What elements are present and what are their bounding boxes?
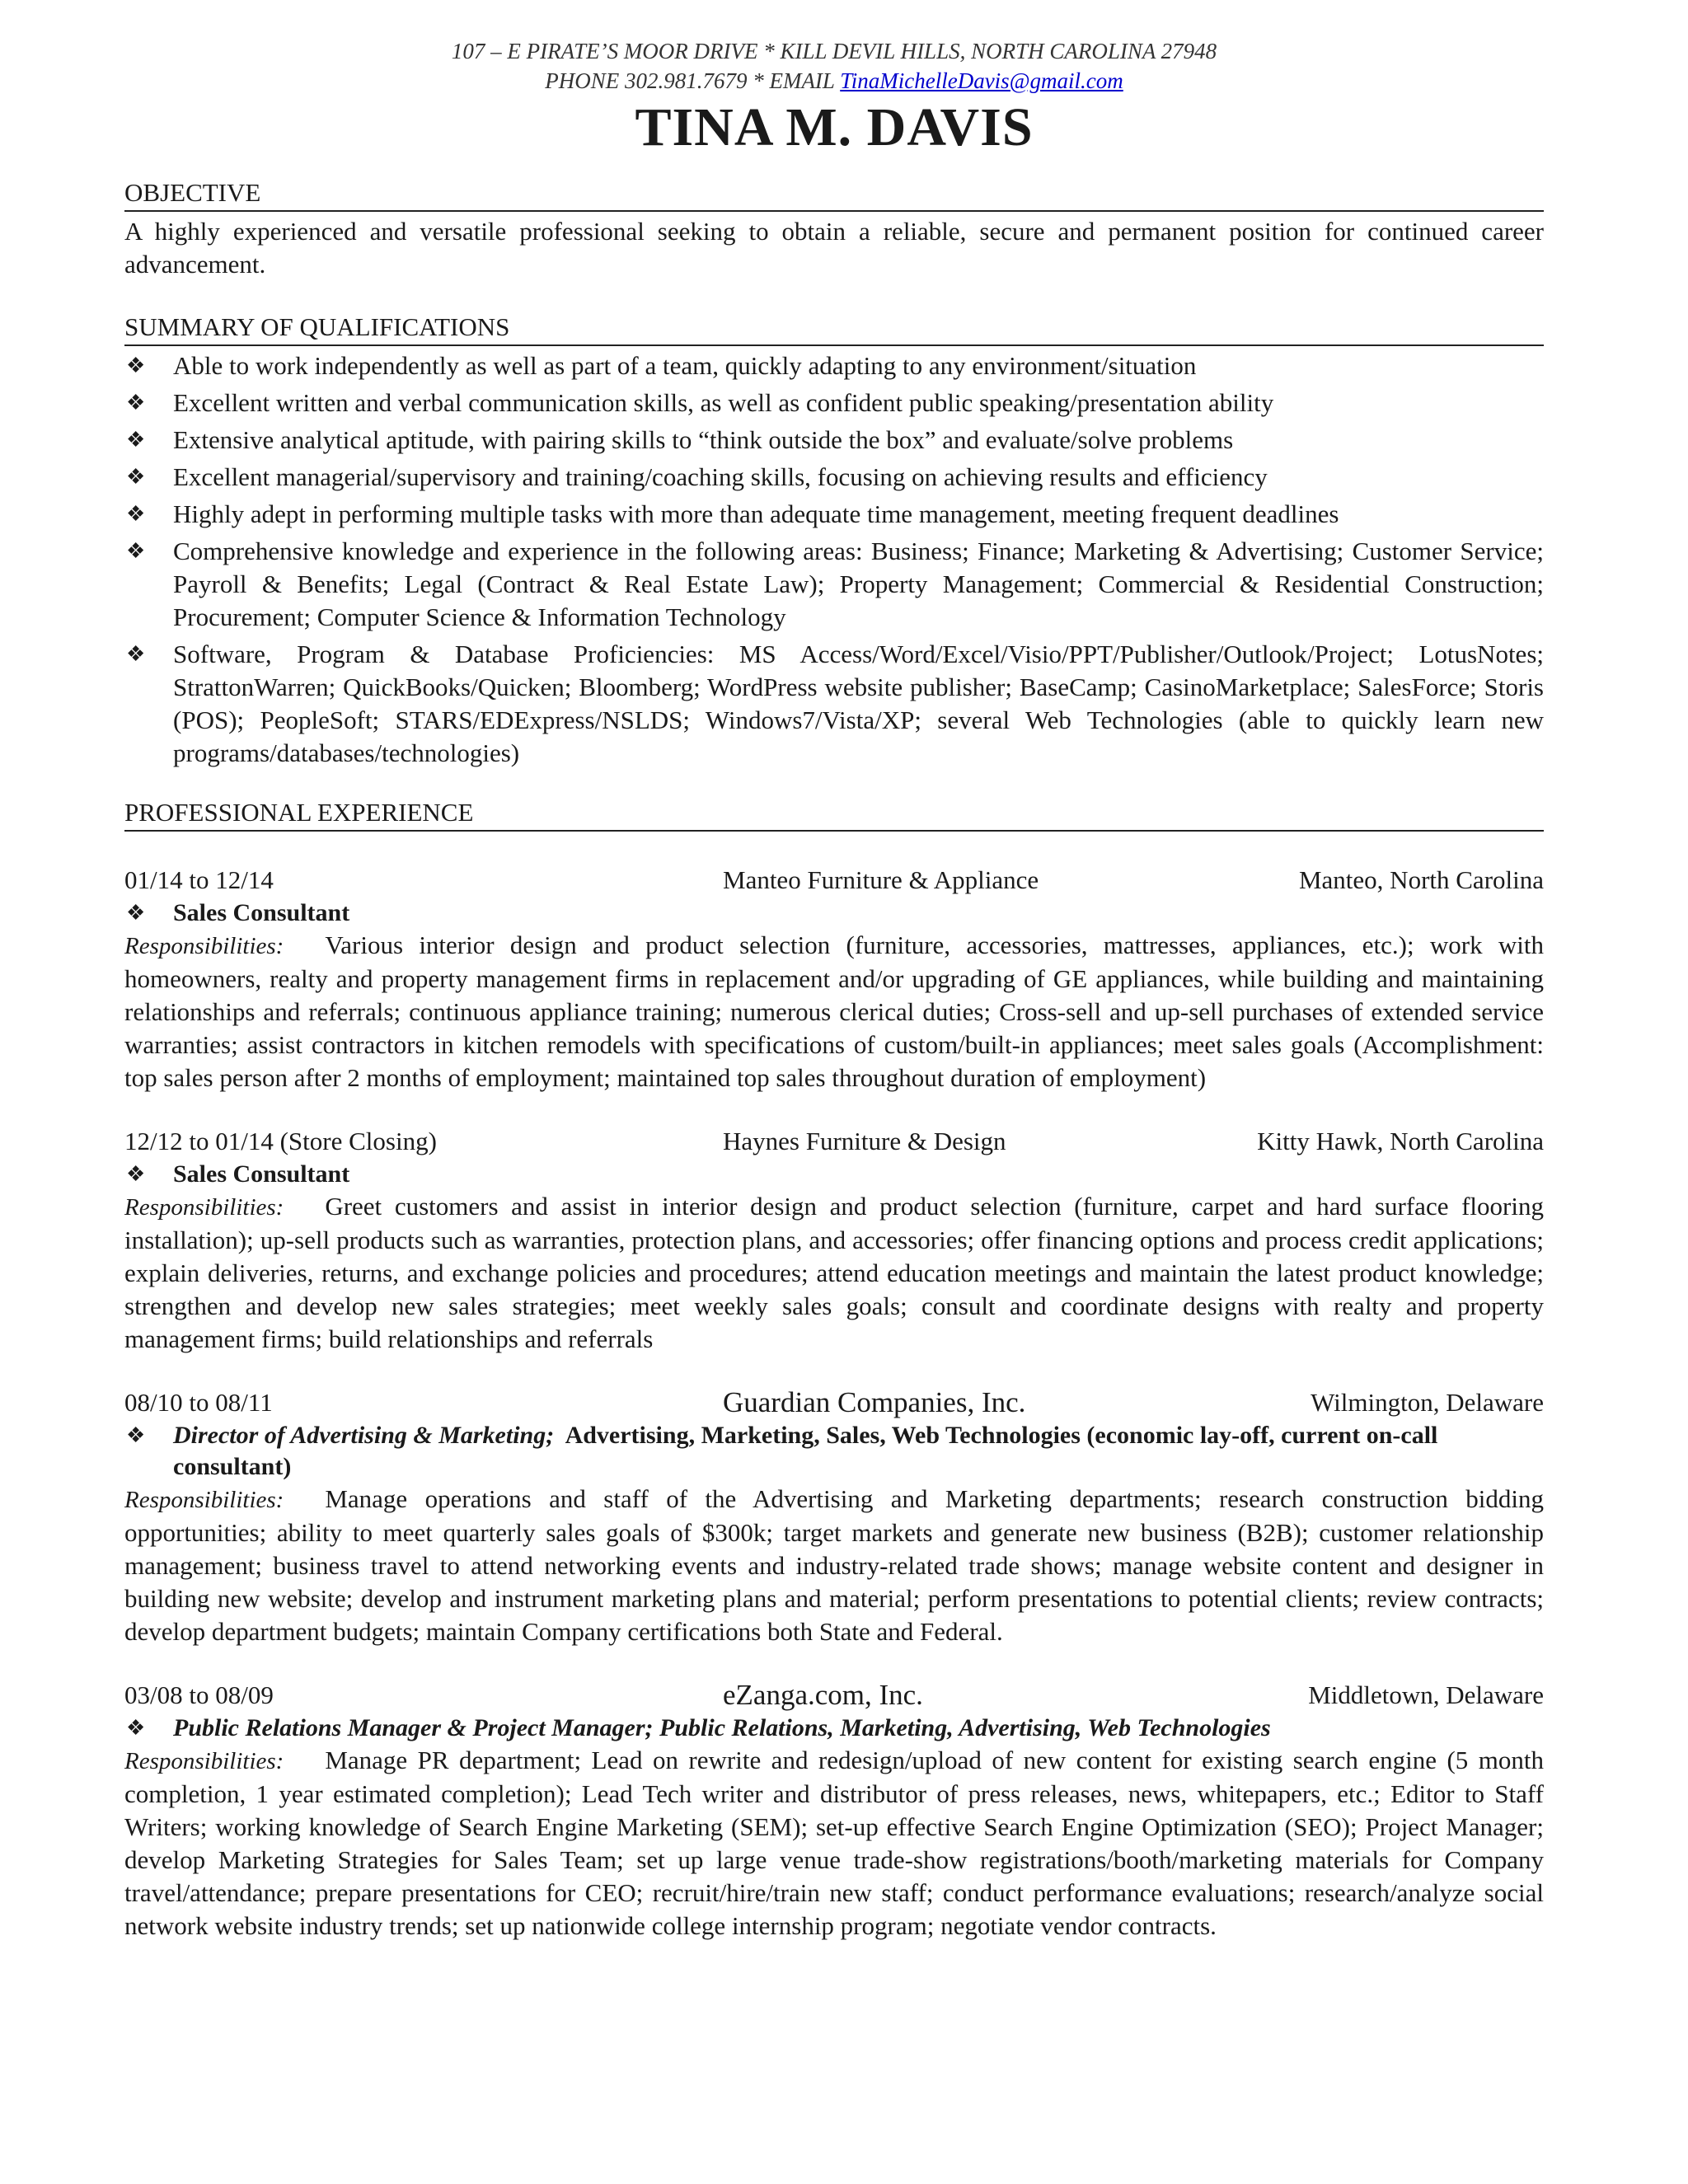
list-item: ❖ Highly adept in performing multiple tasks with more than adequate time management, meeting frequent deadlines	[124, 498, 1544, 531]
bullet-icon: ❖	[126, 354, 146, 377]
job-dates: 08/10 to 08/11	[124, 1388, 273, 1417]
job-role-title: Director of Advertising & Marketing;	[173, 1422, 555, 1449]
job-location: Wilmington, Delaware	[1311, 1388, 1544, 1417]
summary-title: SUMMARY OF QUALIFICATIONS	[124, 311, 1544, 346]
bullet-icon: ❖	[126, 642, 146, 666]
summary-section	[124, 311, 1544, 770]
job-responsibilities: Responsibilities: Greet customers and assist in interior design and product selection (furniture, carpet and hard surface flooring installation); up-sell products such as warranties, protection plans, and accessories; offer financing options and process credit applications; explain deliveries, returns, and exchange policies and procedures; attend education meetings and maintain the latest product knowledge; strengthen and develop new sales strategies; meet weekly sales goals; consult and coordinate designs with realty and property management firms; build relationships and referrals	[124, 1192, 1544, 1353]
bullet-icon: ❖	[126, 1162, 146, 1186]
bullet-icon: ❖	[126, 502, 146, 526]
experience-title: PROFESSIONAL EXPERIENCE	[124, 796, 1544, 832]
job-role-title: Public Relations Manager & Project Manager; Public Relations, Marketing, Advertising, Web Technologies	[173, 1714, 1271, 1741]
objective-title: OBJECTIVE	[124, 176, 1544, 212]
contact-phone: PHONE 302.981.7679 * EMAIL	[545, 68, 841, 93]
job-role: ❖ Sales Consultant	[124, 1159, 1544, 1190]
objective-text: A highly experienced and versatile professional seeking to obtain a reliable, secure and permanent position for continued career advancement.	[124, 217, 1544, 279]
list-item: ❖ Excellent written and verbal communication skills, as well as confident public speaking/presentation ability	[124, 387, 1544, 419]
job-header	[124, 1124, 1544, 1159]
responsibilities-label: Responsibilities:	[124, 933, 284, 959]
job-entry	[124, 1385, 1544, 1648]
responsibilities-label: Responsibilities:	[124, 1194, 284, 1221]
bullet-icon: ❖	[126, 539, 146, 563]
job-responsibilities: Responsibilities: Manage PR department; Lead on rewrite and redesign/upload of new content for existing search engine (5 month completion, 1 year estimated completion); Lead Tech writer and distributor of press releases, news, whitepapers, etc.; Editor to Staff Writers; working knowledge of Search Engine Marketing (SEM); set-up effective Search Engine Optimization (SEO); Project Manager; develop Marketing Strategies for Sales Team; set up large venue trade-show registrations/booth/marketing materials for Company travel/attendance; prepare presentations for CEO; recruit/hire/train new staff; conduct performance evaluations; research/analyze social network website industry trends; set up nationwide college internship program; negotiate vendor contracts.	[124, 1746, 1544, 1940]
job-company: Manteo Furniture & Appliance	[723, 865, 1039, 894]
job-role: ❖ Director of Advertising & Marketing; Advertising, Marketing, Sales, Web Technologies (economic lay-off, current on-call consultant)	[126, 1422, 1438, 1480]
job-location: Kitty Hawk, North Carolina	[1257, 1127, 1544, 1155]
job-entry	[124, 863, 1544, 1094]
job-dates: 03/08 to 08/09	[124, 1680, 274, 1709]
responsibilities-label: Responsibilities:	[124, 1487, 284, 1513]
responsibilities-label: Responsibilities:	[124, 1748, 284, 1774]
job-location: Manteo, North Carolina	[1298, 865, 1544, 894]
list-item: ❖ Software, Program & Database Proficiencies: MS Access/Word/Excel/Visio/PPT/Publisher/Outlook/Project; LotusNotes; StrattonWarren; QuickBooks/Quicken; Bloomberg; WordPress website publisher; BaseCamp; CasinoMarketplace; SalesForce; Storis (POS); PeopleSoft; STARS/EDExpress/NSLDS; Windows7/Vista/XP; several Web Technologies (able to quickly learn new programs/databases/technologies)	[126, 640, 1544, 767]
job-dates: 01/14 to 12/14	[124, 865, 274, 894]
job-header	[124, 1385, 1544, 1420]
candidate-name: TINA M. DAVIS	[635, 97, 1034, 157]
job-company: Guardian Companies, Inc.	[723, 1386, 1026, 1418]
job-role: ❖ Sales Consultant	[124, 898, 1544, 929]
objective-section	[124, 176, 1544, 281]
job-location: Middletown, Delaware	[1308, 1680, 1544, 1709]
summary-list	[124, 349, 1544, 770]
job-role	[124, 1713, 1544, 1744]
list-item: ❖ Extensive analytical aptitude, with pairing skills to “think outside the box” and evaluate/solve problems	[124, 424, 1544, 457]
job-responsibilities: Responsibilities: Various interior design and product selection (furniture, accessories, mattresses, appliances, etc.); work with homeowners, realty and property management firms in replacement and/or upgrading of GE appliances, while building and maintaining relationships and referrals; continuous appliance training; numerous clerical duties; Cross-sell and up-sell purchases of extended service warranties; assist contractors in kitchen remodels with specifications of custom/built-in appliances; meet sales goals (Accomplishment: top sales person after 2 months of employment; maintained top sales throughout duration of employment)	[124, 930, 1544, 1092]
bullet-icon: ❖	[126, 1423, 146, 1447]
job-entry	[124, 1678, 1544, 1943]
job-header	[124, 1678, 1544, 1713]
job-entry	[124, 1124, 1544, 1356]
job-responsibilities: Responsibilities: Manage operations and staff of the Advertising and Marketing departments; research construction bidding opportunities; ability to meet quarterly sales goals of $300k; target markets and generate new business (B2B); customer relationship management; business travel to attend networking events and industry-related trade shows; manage website content and designer in building new website; develop and instrument marketing plans and material; perform presentations to potential clients; review contracts; develop department budgets; maintain Company certifications both State and Federal.	[124, 1484, 1544, 1646]
job-header	[124, 863, 1544, 898]
job-dates: 12/12 to 01/14 (Store Closing)	[124, 1127, 437, 1155]
list-item: ❖ Excellent managerial/supervisory and training/coaching skills, focusing on achieving results and efficiency	[124, 461, 1544, 494]
bullet-icon: ❖	[126, 465, 146, 489]
list-item: ❖ Comprehensive knowledge and experience in the following areas: Business; Finance; Marketing & Advertising; Customer Service; Payroll & Benefits; Legal (Contract & Real Estate Law); Property Management; Commercial & Residential Construction; Procurement; Computer Science & Information Technology	[126, 537, 1544, 631]
bullet-icon: ❖	[126, 901, 146, 925]
job-company: eZanga.com, Inc.	[723, 1679, 923, 1711]
header-contact	[124, 66, 1544, 96]
email-link[interactable]: TinaMichelleDavis@gmail.com	[840, 68, 1123, 93]
header-address: 107 – E PIRATE’S MOOR DRIVE * KILL DEVIL HILLS, NORTH CAROLINA 27948	[451, 39, 1217, 63]
resume-page	[124, 36, 1544, 1943]
job-company: Haynes Furniture & Design	[723, 1127, 1006, 1155]
list-item: ❖ Able to work independently as well as part of a team, quickly adapting to any environment/situation	[124, 349, 1544, 382]
experience-section	[124, 796, 1544, 1943]
bullet-icon: ❖	[126, 1716, 146, 1740]
bullet-icon: ❖	[126, 428, 146, 452]
bullet-icon: ❖	[126, 391, 146, 415]
